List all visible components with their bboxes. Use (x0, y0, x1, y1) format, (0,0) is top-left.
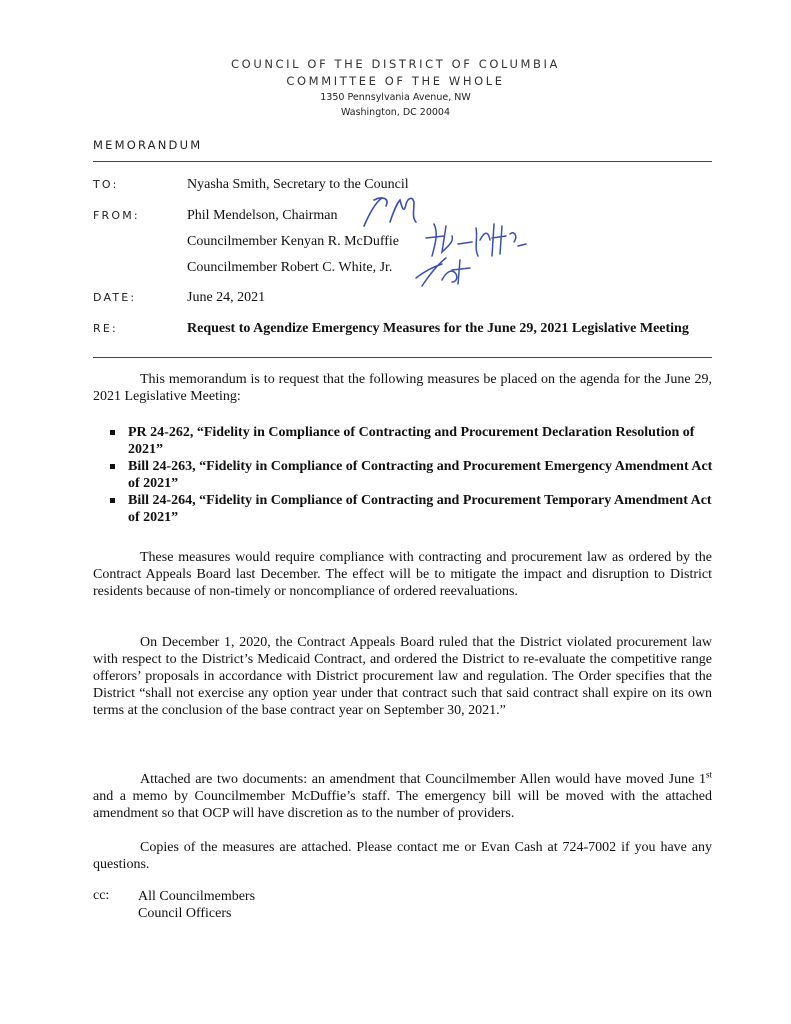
from-label: FROM: (93, 209, 140, 222)
paragraph-section-1 (93, 549, 712, 600)
from-white: Councilmember Robert C. White, Jr. (187, 260, 393, 275)
paragraph-section-3 (93, 771, 712, 822)
paragraph-contact: Copies of the measures are attached. Please contact me or Evan Cash at 724-7002 if you have any questions. (93, 840, 712, 872)
paragraph-section-4 (93, 839, 712, 873)
cc-recipient-officers: Council Officers (138, 906, 232, 921)
measure-bill-24-263: Bill 24-263, “Fidelity in Compliance of Contracting and Procurement Emergency Amendment Act of 2021” (128, 459, 713, 491)
attachments-text-end: and a memo by Councilmember McDuffie’s staff. The emergency bill will be moved with the attached amendment so that OCP will have discretion as to the number of providers. (93, 789, 712, 821)
date-label: DATE: (93, 291, 137, 304)
header-top-rule (93, 161, 712, 162)
paragraph-ruling: On December 1, 2020, the Contract Appeals Board ruled that the District violated procurement law with respect to the District’s Medicaid Contract, and ordered the District to re-evaluate the competitive range offerors’ proposals in accordance with District procurement law and regulation. The Order specifies that the District “shall not exercise any option year under that contract such that said contract shall expire on its own terms at the conclusion of the base contract year on September 30, 2021.” (93, 635, 712, 718)
re-subject: Request to Agendize Emergency Measures for the June 29, 2021 Legislative Meeting (187, 321, 689, 336)
bullet-icon (110, 498, 115, 503)
white-signature-icon (412, 250, 484, 290)
memo-date: June 24, 2021 (187, 290, 266, 305)
bullet-icon (110, 464, 115, 469)
measure-pr-24-262: PR 24-262, “Fidelity in Compliance of Contracting and Procurement Declaration Resolution of 2021” (128, 425, 695, 457)
re-label: RE: (93, 322, 118, 335)
attachments-text-start: Attached are two documents: an amendment that Councilmember Allen would have moved June 1 (140, 772, 706, 787)
paragraph-attachments (93, 771, 712, 822)
chairman-signature-icon (356, 192, 426, 232)
list-item (110, 458, 714, 492)
letterhead-address-street: 1350 Pennsylvania Avenue, NW (320, 92, 471, 103)
intro-paragraph: This memorandum is to request that the following measures be placed on the agenda for the June 29, 2021 Legislative Meeting: (93, 372, 712, 404)
letterhead (0, 56, 791, 120)
paragraph-compliance: These measures would require compliance with contracting and procurement law as ordered by the Contract Appeals Board last December. The effect will be to mitigate the impact and disruption to District residents because of non-timely or noncompliance of ordered reevaluations. (93, 550, 712, 599)
from-chairman: Phil Mendelson, Chairman (187, 208, 338, 223)
from-mcduffie: Councilmember Kenyan R. McDuffie (187, 234, 400, 249)
header-bottom-rule (93, 357, 712, 358)
list-item (110, 492, 714, 526)
list-item (110, 424, 714, 458)
bullet-icon (110, 430, 115, 435)
cc-recipient-councilmembers: All Councilmembers (138, 889, 256, 904)
measure-bill-24-264: Bill 24-264, “Fidelity in Compliance of Contracting and Procurement Temporary Amendment Act of 2021” (128, 493, 712, 525)
cc-label: cc: (93, 888, 110, 903)
intro-section (93, 371, 712, 405)
cc-recipients (138, 888, 255, 922)
paragraph-section-2 (93, 634, 712, 719)
letterhead-council: COUNCIL OF THE DISTRICT OF COLUMBIA (231, 57, 560, 71)
letterhead-committee: COMMITTEE OF THE WHOLE (286, 74, 505, 88)
attachments-ordinal-suffix: st (705, 769, 712, 780)
to-recipient: Nyasha Smith, Secretary to the Council (187, 177, 409, 192)
measures-list (110, 424, 714, 526)
to-label: TO: (93, 178, 119, 191)
letterhead-address-city: Washington, DC 20004 (340, 107, 451, 118)
memorandum-label: MEMORANDUM (93, 138, 203, 152)
